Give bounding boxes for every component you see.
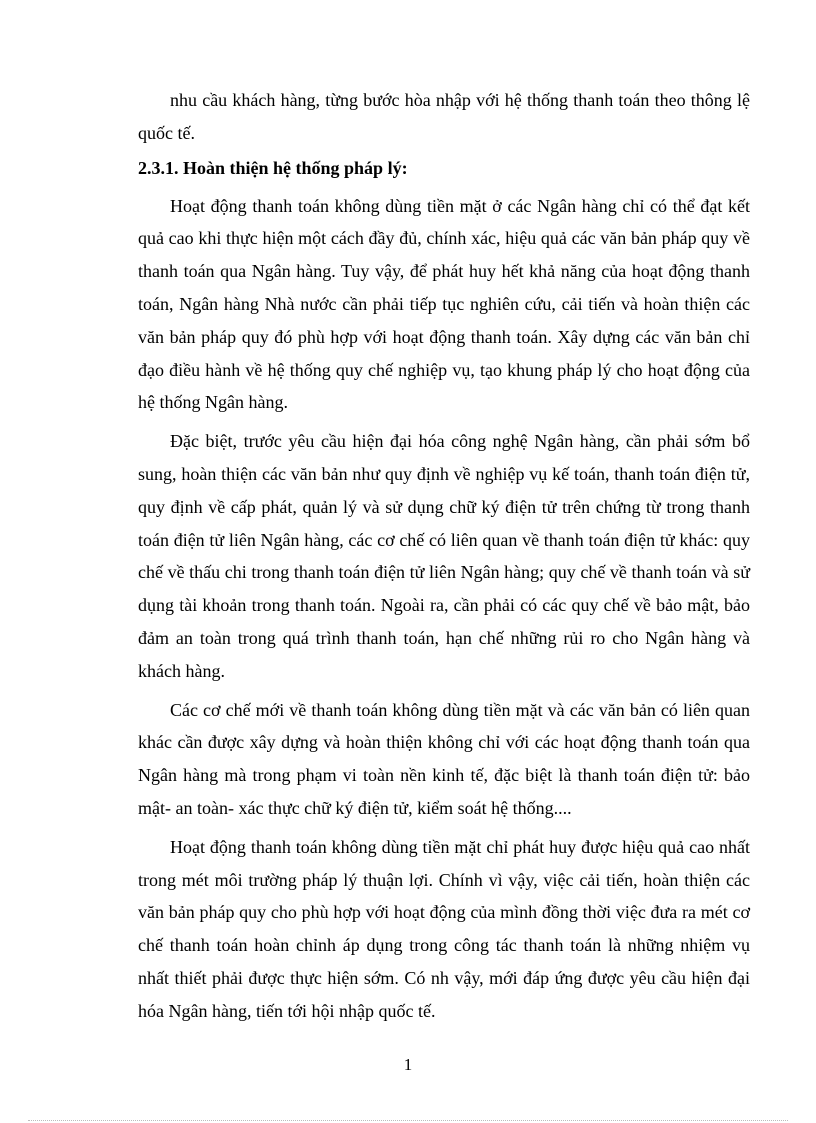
paragraph-legal-framework: Hoạt động thanh toán không dùng tiền mặt ở các Ngân hàng chỉ có thể đạt kết quả cao khi thực hiện một cách đầy đủ, chính xác, hiệu quả các văn bản pháp quy về thanh toán qua Ngân hàng. Tuy vậy, để phát huy hết khả năng của hoạt động thanh toán, Ngân hàng Nhà nước cần phải tiếp tục nghiên cứu, cải tiến và hoàn thiện các văn bản pháp quy đó phù hợp với hoạt động thanh toán. Xây dựng các văn bản chỉ đạo điều hành về hệ thống quy chế nghiệp vụ, tạo khung pháp lý cho hoạt động của hệ thống Ngân hàng. [138, 195, 750, 413]
page-number: 1 [403, 1055, 413, 1074]
page-content [138, 84, 750, 1034]
paragraph-new-mechanisms: Các cơ chế mới về thanh toán không dùng tiền mặt và các văn bản có liên quan khác cần được xây dựng và hoàn thiện không chỉ với các hoạt động thanh toán qua Ngân hàng mà trong phạm vi toàn nền kinh tế, đặc biệt là thanh toán điện tử: bảo mật- an toàn- xác thực chữ ký điện tử, kiểm soát hệ thống.... [138, 699, 750, 818]
page-bottom-divider [28, 1120, 788, 1121]
paragraph-conclusion: Hoạt động thanh toán không dùng tiền mặt chỉ phát huy được hiệu quả cao nhất trong mét môi trường pháp lý thuận lợi. Chính vì vậy, việc cải tiến, hoàn thiện các văn bản pháp quy cho phù hợp với hoạt động của mình đồng thời việc đưa ra mét cơ chế thanh toán hoàn chỉnh áp dụng trong công tác thanh toán là những nhiệm vụ nhất thiết phải được thực hiện sớm. Có nh vậy, mới đáp ứng được yêu cầu hiện đại hóa Ngân hàng, tiến tới hội nhập quốc tế. [138, 836, 750, 1021]
section-heading: 2.3.1. Hoàn thiện hệ thống pháp lý: [138, 157, 408, 178]
paragraph-modernization: Đặc biệt, trước yêu cầu hiện đại hóa công nghệ Ngân hàng, cần phải sớm bổ sung, hoàn thiện các văn bản như quy định về nghiệp vụ kế toán, thanh toán điện tử, quy định về cấp phát, quản lý và sử dụng chữ ký điện tử trên chứng từ trong thanh toán điện tử liên Ngân hàng, các cơ chế có liên quan về thanh toán điện tử khác: quy chế về thấu chi trong thanh toán điện tử liên Ngân hàng; quy chế về thanh toán và sử dụng tài khoản trong thanh toán. Ngoài ra, cần phải có các quy chế về bảo mật, bảo đảm an toàn trong quá trình thanh toán, hạn chế những rủi ro cho Ngân hàng và khách hàng. [138, 431, 750, 681]
continuation-paragraph: nhu cầu khách hàng, từng bước hòa nhập với hệ thống thanh toán theo thông lệ quốc tế. [138, 90, 750, 143]
